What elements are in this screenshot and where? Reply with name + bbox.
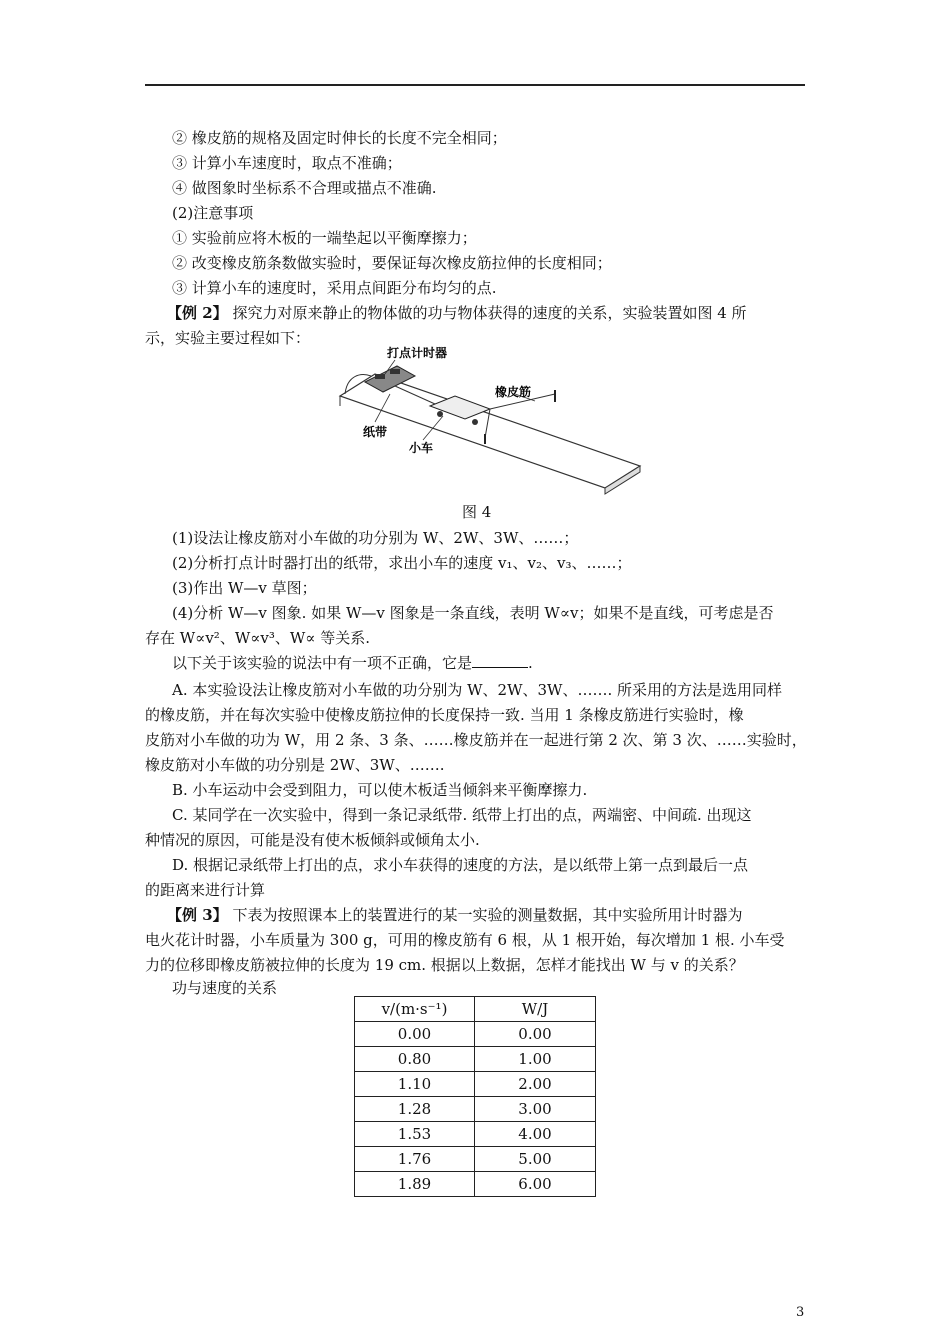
- label-cart: 小车: [409, 441, 434, 455]
- table-row: 1.53 4.00: [355, 1122, 596, 1147]
- note-item-3: ③ 计算小车的速度时，采用点间距分布均匀的点.: [172, 279, 497, 297]
- work-velocity-table: [354, 996, 596, 1197]
- table-row: 1.76 5.00: [355, 1147, 596, 1172]
- header-rule: [145, 84, 805, 86]
- option-d-cont: 的距离来进行计算: [145, 881, 266, 899]
- option-c: C. 某同学在一次实验中，得到一条记录纸带. 纸带上打出的点，两端密、中间疏. 出现这: [172, 806, 752, 824]
- apparatus-drawing: [335, 346, 645, 496]
- label-timer: 打点计时器: [387, 346, 448, 360]
- error-item-3: ③ 计算小车速度时，取点不准确；: [172, 154, 402, 172]
- example-3-line-2: 电火花计时器，小车质量为 300 g，可用的橡皮筋有 6 根，从 1 根开始，每次增加 1 根. 小车受: [145, 931, 785, 949]
- option-d: D. 根据记录纸带上打出的点，求小车获得的速度的方法，是以纸带上第一点到最后一点: [172, 856, 749, 874]
- apparatus-figure: [335, 346, 645, 496]
- table-header-row: [355, 997, 596, 1022]
- page-number: 3: [796, 1305, 805, 1320]
- table-row: 1.10 2.00: [355, 1072, 596, 1097]
- example-3-tag: 【例 3】: [167, 906, 228, 924]
- step-1: (1)设法让橡皮筋对小车做的功分别为 W、2W、3W、……；: [172, 529, 579, 547]
- example-3-intro: 【例 3】 下表为按照课本上的装置进行的某一实验的测量数据，其中实验所用计时器为: [167, 906, 743, 924]
- table-row: 1.89 6.00: [355, 1172, 596, 1197]
- error-item-2: ② 橡皮筋的规格及固定时伸长的长度不完全相同；: [172, 129, 507, 147]
- option-a-cont-1: 的橡皮筋，并在每次实验中使橡皮筋拉伸的长度保持一致. 当用 1 条橡皮筋进行实验时，橡: [145, 706, 744, 724]
- option-a: A. 本实验设法让橡皮筋对小车做的功分别为 W、2W、3W、……. 所采用的方法是选用同样: [172, 681, 783, 699]
- example-2-intro-cont: 示，实验主要过程如下：: [145, 329, 311, 347]
- option-b: B. 小车运动中会受到阻力，可以使木板适当倾斜来平衡摩擦力.: [172, 781, 588, 799]
- answer-blank: [472, 653, 528, 668]
- option-a-cont-3: 橡皮筋对小车做的功分别是 2W、3W、…….: [145, 756, 445, 774]
- note-item-1: ① 实验前应将木板的一端垫起以平衡摩擦力；: [172, 229, 477, 247]
- notes-heading: (2)注意事项: [172, 204, 254, 222]
- example-2-tag: 【例 2】: [167, 304, 228, 322]
- error-item-4: ④ 做图象时坐标系不合理或描点不准确.: [172, 179, 437, 197]
- question: 以下关于该实验的说法中有一项不正确，它是 .: [172, 654, 533, 672]
- header-v: v/(m·s⁻¹): [355, 997, 475, 1022]
- header-w: W/J: [475, 997, 596, 1022]
- step-2: (2)分析打点计时器打出的纸带，求出小车的速度 v₁、v₂、v₃、……；: [172, 554, 632, 572]
- option-c-cont: 种情况的原因，可能是没有使木板倾斜或倾角太小.: [145, 831, 480, 849]
- table-row: 0.00 0.00: [355, 1022, 596, 1047]
- table-row: 1.28 3.00: [355, 1097, 596, 1122]
- label-tape: 纸带: [363, 425, 388, 439]
- example-3-line-3: 力的位移即橡皮筋被拉伸的长度为 19 cm. 根据以上数据，怎样才能找出 W 与 v 的关系？: [145, 956, 744, 974]
- note-item-2: ② 改变橡皮筋条数做实验时，要保证每次橡皮筋拉伸的长度相同；: [172, 254, 612, 272]
- step-4: (4)分析 W—v 图象. 如果 W—v 图象是一条直线，表明 W∝v；如果不是直线，可考虑是否: [172, 604, 774, 622]
- table-title: 功与速度的关系: [172, 979, 278, 997]
- option-a-cont-2: 皮筋对小车做的功为 W，用 2 条、3 条、……橡皮筋并在一起进行第 2 次、第 3 次、……实验时，: [145, 731, 807, 749]
- label-band: 橡皮筋: [495, 385, 532, 399]
- example-2-intro: 【例 2】 探究力对原来静止的物体做的功与物体获得的速度的关系，实验装置如图 4 所: [167, 304, 747, 322]
- table-row: 0.80 1.00: [355, 1047, 596, 1072]
- figure-caption: 图 4: [462, 503, 492, 521]
- step-4-cont: 存在 W∝v²、W∝v³、W∝ 等关系.: [145, 629, 370, 647]
- step-3: (3)作出 W—v 草图；: [172, 579, 317, 597]
